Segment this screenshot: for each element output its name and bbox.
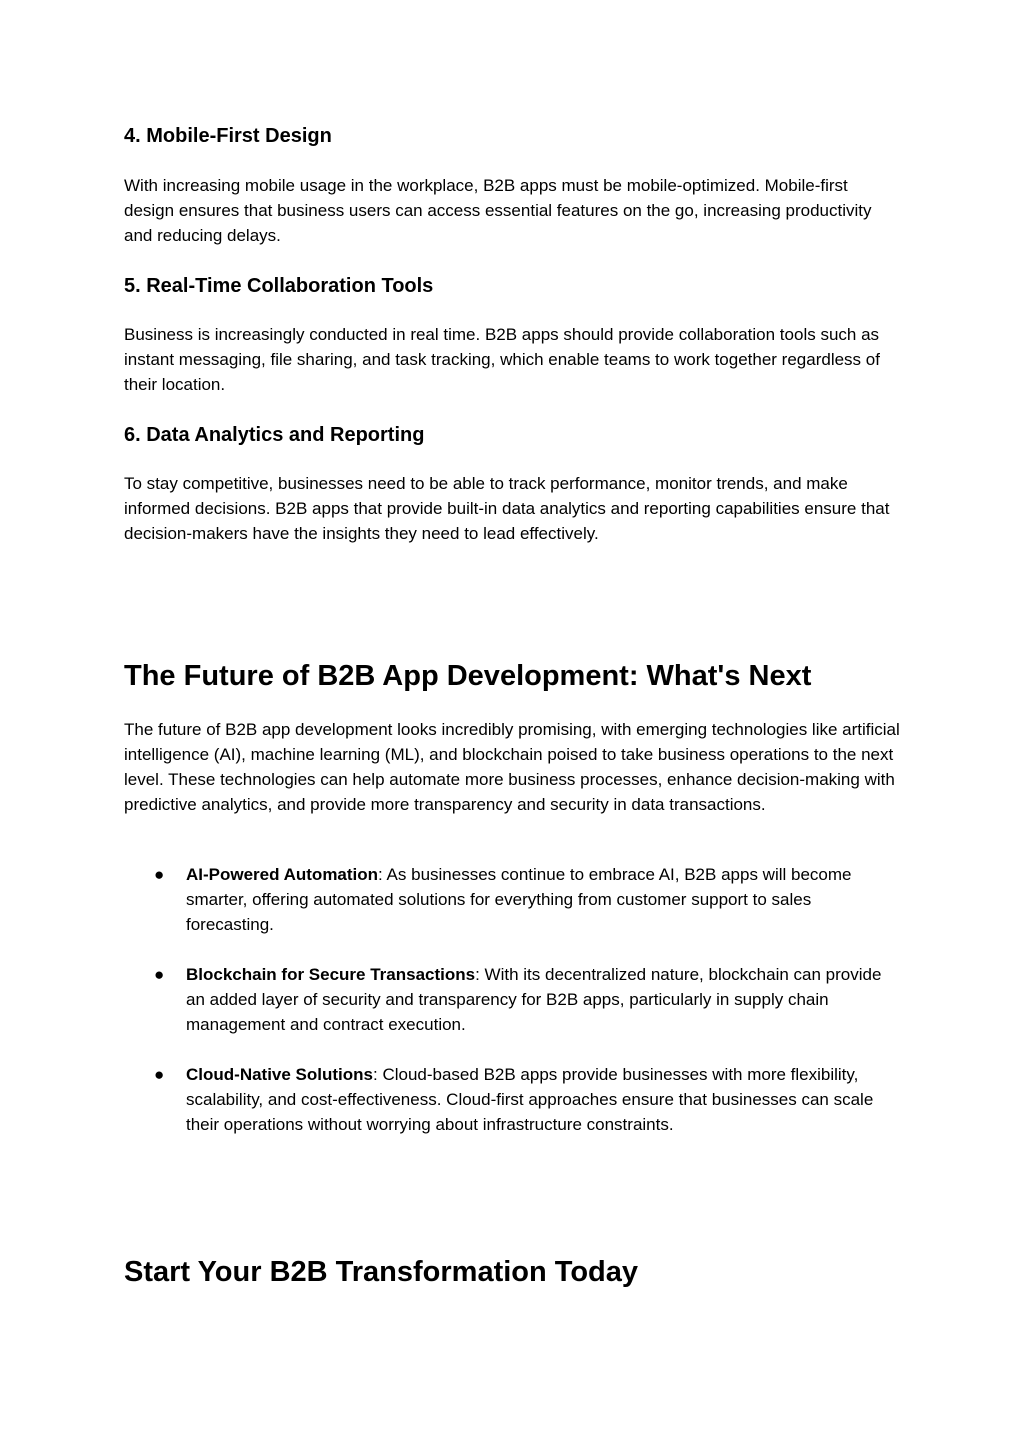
bullet-text <box>186 962 900 1037</box>
bullet-title: AI-Powered Automation <box>186 865 379 884</box>
bullet-text <box>186 1062 900 1137</box>
section-body-mobile-first: With increasing mobile usage in the workplace, B2B apps must be mobile-optimized. Mobile-first design ensures that business users can access essential features on the go, increasing productivity and reducing delays. <box>124 176 872 245</box>
section-body-collaboration: Business is increasingly conducted in real time. B2B apps should provide collaboration tools such as instant messaging, file sharing, and task tracking, which enable teams to work together regardless of their location. <box>124 325 880 394</box>
bullet-description: : With its decentralized nature, blockchain can provide an added layer of security and transparency for B2B apps, particularly in supply chain management and contract execution. <box>186 965 882 1034</box>
bullet-title: Blockchain for Secure Transactions <box>186 965 476 984</box>
bullet-title: Cloud-Native Solutions <box>186 1065 373 1084</box>
bullet-icon: ● <box>154 965 165 984</box>
section-heading-collaboration: 5. Real-Time Collaboration Tools <box>124 275 434 297</box>
section-heading-analytics: 6. Data Analytics and Reporting <box>124 424 425 446</box>
bullet-icon: ● <box>154 1065 165 1084</box>
section-body-analytics: To stay competitive, businesses need to be able to track performance, monitor trends, and make informed decisions. B2B apps that provide built-in data analytics and reporting capabilities ensure that decision-makers have the insights they need to lead effectively. <box>124 474 890 543</box>
closing-heading: Start Your B2B Transformation Today <box>124 1256 639 1288</box>
bullet-description: : As businesses continue to embrace AI, B2B apps will become smarter, offering automated solutions for everything from customer support to sales forecasting. <box>186 865 852 934</box>
bullet-description: : Cloud-based B2B apps provide businesses with more flexibility, scalability, and cost-effectiveness. Cloud-first approaches ensure that businesses can scale their operations without worrying about infrastructure constraints. <box>186 1065 874 1134</box>
bullet-text <box>186 862 900 937</box>
section-heading-mobile-first: 4. Mobile-First Design <box>124 125 332 147</box>
future-intro: The future of B2B app development looks incredibly promising, with emerging technologies like artificial intelligence (AI), machine learning (ML), and blockchain poised to take business operations to the next level. These technologies can help automate more business processes, enhance decision-making with predictive analytics, and provide more transparency and security in data transactions. <box>124 720 900 814</box>
bullet-icon: ● <box>154 865 165 884</box>
future-heading: The Future of B2B App Development: What's Next <box>124 660 812 692</box>
